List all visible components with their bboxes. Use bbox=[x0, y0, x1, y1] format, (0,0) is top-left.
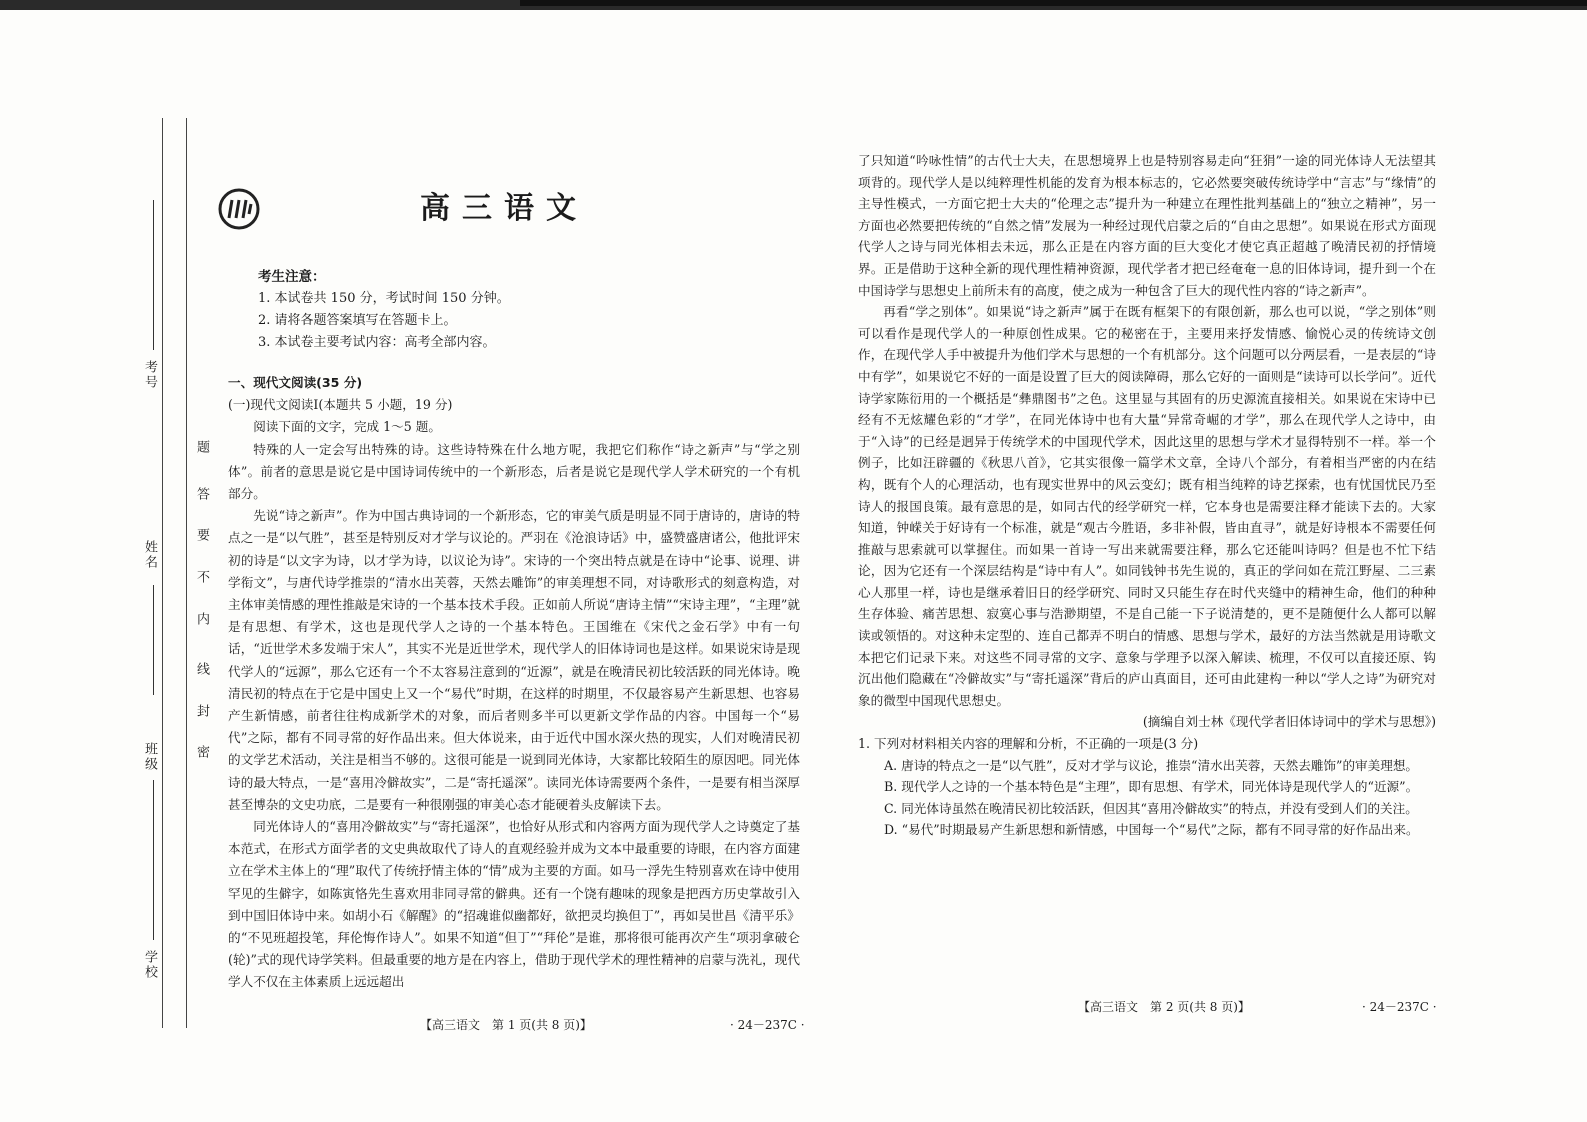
right-page-footer: 【高三语文 第 2 页(共 8 页)】 bbox=[1078, 1000, 1250, 1014]
subsection-heading: (一)现代文阅读Ⅰ(本题共 5 小题，19 分) bbox=[228, 397, 453, 413]
passage-paragraph: 再看“学之别体”。如果说“诗之新声”属于在既有框架下的有限创新，那么也可以说，“学之别体”则可以看作是现代学人的一种原创性成果。它的秘密在于，主要用来抒发情感、愉悦心灵的传统诗文创作，在现代学人手中被提升为他们学术与思想的一个有机部分。这个问题可以分两层看，一是表层的“诗中有学”，如果说它不好的一面是设置了巨大的阅读障碍，那么它好的一面则是“读诗可以长学问”。近代诗学家陈衍用的一个概括是“彝鼎图书”之色。这里显与其固有的历史源流直接相关。如果说在宋诗中已经有不无炫耀色彩的“才学”，在同光体诗中也有大量“异常奇崛的才学”，那么在现代学人之诗中，由于“入诗”的已经是迥异于传统学术的中国现代学术，因此这里的思想与学术才显得特别不一样。举一个例子，比如汪辟疆的《秋思八首》，它其实很像一篇学术文章，全诗八个部分，有着相当严密的内在结构，既有个人的心理活动，也有现实世界中的风云变幻；既有相当纯粹的诗艺探索，也有忧国忧民乃至诗人的报国良策。最有意思的是，如同古代的经学研究一样，它本身也是需要注释才能读下去的。大家知道，钟嵘关于好诗有一个标准，就是“观古今胜语，多非补假，皆由直寻”，就是好诗根本不需要任何推敲与思索就可以掌握住。而如果一首诗一写出来就需要注释，那么它还能叫诗吗？但是也不忙下结论，因为它还有一个深层结构是“诗中有人”。如同钱钟书先生说的，真正的学问如在荒江野屋、二三素心人那里一样，诗也是继承着旧日的经学研究、同时又只能生存在时代夹缝中的精神生命，他们的种种生存体验、痛苦思想、寂寞心事与浩渺期望，不是自己能一下子说清楚的，更不是随便什么人都可以解读或领悟的。对这种未定型的、连自己都弄不明白的情感、思想与学术，最好的方法当然就是用诗歌文本把它们记录下来。对这些不同寻常的文字、意象与学理予以深入解读、梳理，不仅可以直接还原、钩沉出他们隐藏在“冷僻故实”与“寄托遥深”背后的庐山真面目，还可由此建构一种以“学人之诗”为研究对象的微型中国现代思想史。 bbox=[858, 304, 1436, 708]
question-option-d: D. “易代”时期最易产生新思想和新情感，中国每一个“易代”之际，都有不同寻常的好作品出来。 bbox=[884, 822, 1419, 838]
scan-top-edge-dark bbox=[520, 0, 1587, 6]
reading-instruction: 阅读下面的文字，完成 1～5 题。 bbox=[253, 419, 441, 435]
seal-char: 封 bbox=[194, 704, 209, 717]
passage-source: (摘编自刘士林《现代学者旧体诗词中的学术与思想》) bbox=[1142, 714, 1436, 730]
binding-line-outer bbox=[162, 118, 163, 1028]
notice-item: 3. 本试卷主要考试内容：高考全部内容。 bbox=[258, 335, 496, 350]
seal-char: 题 bbox=[194, 440, 209, 453]
seal-char: 内 bbox=[194, 612, 209, 625]
binding-line-inner bbox=[186, 118, 187, 1028]
passage-paragraph: 了只知道“吟咏性情”的古代士大夫，在思想境界上也是特别容易走向“狂狷”一途的同光体诗人无法望其项背的。现代学人是以纯粹理性机能的发育为根本标志的，它必然要突破传统诗学中“言志”与“缘情”的主导性模式，一方面它把士大夫的“伦理之志”提升为一种建立在理性批判基础上的“独立之精神”，另一方面也必然要把传统的“自然之情”发展为一种经过现代启蒙之后的“自由之思想”。如果说在形式方面现代学人之诗与同光体相去未远，那么正是在内容方面的巨大变化才使它真正超越了晚清民初的抒情境界。正是借助于这种全新的现代理性精神资源，现代学者才把已经奄奄一息的旧体诗词，提升到一个在中国诗学与思想史上前所未有的高度，使之成为一种包含了巨大的现代性内容的“诗之新声”。 bbox=[858, 153, 1436, 298]
name-fill-line bbox=[153, 585, 154, 695]
passage-paragraph: 先说“诗之新声”。作为中国古典诗词的一个新形态，它的审美气质是明显不同于唐诗的，唐诗的特点之一是“以气胜”，甚至是特别反对才学与议论的。严羽在《沧浪诗话》中，盛赞盛唐诸公，他批评宋初的诗是“以文字为诗，以才学为诗，以议论为诗”。宋诗的一个突出特点就是在诗中“论事、说理、讲学衔文”，与唐代诗学推崇的“清水出芙蓉，天然去雕饰”的审美理想不同，对诗歌形式的刻意构造，对主体审美情感的理性推敲是宋诗的一个基本技术手段。正如前人所说“唐诗主情”“宋诗主理”，“主理”就是有思想、有学术，这也是现代学人之诗的一个基本特色。王国维在《宋代之金石学》中有一句话，“近世学术多发端于宋人”，其实不光是近世学术，现代学人的旧体诗词也是这样。如果说宋诗是现代学人的“远源”，那么它还有一个不太容易注意到的“近源”，就是在晚清民初比较活跃的同光体诗。晚清民初的特点在于它是中国史上又一个“易代”时期，在这样的时期里，不仅最容易产生新思想、也容易产生新情感，前者往往构成新学术的对象，而后者则多半可以更新文学作品的内容。中国每一个“易代”之际，都有不同寻常的好作品出来。但大体说来，由于近代中国水深火热的现实，人们对晚清民初的文学艺术活动，关注是相当不够的。这很可能是一说到同光体诗，大家都比较陌生的原因吧。同光体诗的最大特点，一是“喜用冷僻故实”，二是“寄托遥深”。读同光体诗需要两个条件，一是要有相当深厚甚至博杂的文史功底，二是要有一种很刚强的审美心态才能硬着头皮解读下去。 bbox=[228, 508, 800, 812]
class-label: 班级 bbox=[142, 742, 157, 772]
question-stem: 1. 下列对材料相关内容的理解和分析，不正确的一项是(3 分) bbox=[858, 736, 1199, 752]
notice-item: 2. 请将各题答案填写在答题卡上。 bbox=[258, 313, 457, 328]
left-page-footer: 【高三语文 第 1 页(共 8 页)】 bbox=[420, 1018, 592, 1032]
exam-logo-icon bbox=[218, 188, 260, 230]
seal-char: 线 bbox=[194, 662, 209, 675]
notice-item: 1. 本试卷共 150 分，考试时间 150 分钟。 bbox=[258, 291, 510, 306]
exam-number-fill-line bbox=[153, 200, 154, 350]
notice-heading: 考生注意： bbox=[258, 269, 326, 285]
question-option-b: B. 现代学人之诗的一个基本特色是“主理”，即有思想、有学术，同光体诗是现代学人的“近源”。 bbox=[884, 779, 1419, 795]
right-column bbox=[858, 150, 1436, 841]
passage-paragraph: 同光体诗人的“喜用冷僻故实”与“寄托遥深”，也恰好从形式和内容两方面为现代学人之诗奠定了基本范式，在形式方面学者的文史典故取代了诗人的直观经验并成为文本中最重要的诗眼，在内容方面建立在学术主体上的“理”取代了传统抒情主体的“情”成为主要的方面。如马一浮先生特别喜欢在诗中使用罕见的生僻字，如陈寅恪先生喜欢用非同寻常的僻典。还有一个饶有趣味的现象是把西方历史掌故引入到中国旧体诗中来。如胡小石《解醒》的“招魂谁似幽都好，欲把灵均换但丁”，再如吴世昌《清平乐》的“不见班超投笔，拜伦悔作诗人”。如果不知道“但丁”“拜伦”是谁，那将很可能再次产生“项羽拿破仑(轮)”式的现代诗学笑料。但最重要的地方是在内容上，借助于现代学术的理性精神的启蒙与洗礼，现代学人不仅在主体素质上远远超出 bbox=[228, 819, 800, 990]
passage-paragraph: 特殊的人一定会写出特殊的诗。这些诗特殊在什么地方呢，我把它们称作“诗之新声”与“学之别体”。前者的意思是说它是中国诗词传统中的一个新形态，后者是说它是现代学人学术研究的一个有机部分。 bbox=[228, 441, 800, 502]
name-label: 姓名 bbox=[142, 540, 157, 570]
seal-char: 密 bbox=[194, 745, 209, 758]
page-title: 高三语文 bbox=[420, 191, 588, 226]
school-fill-line bbox=[153, 780, 154, 940]
left-page-code: · 24－237C · bbox=[730, 1018, 805, 1032]
seal-char: 答 bbox=[194, 487, 209, 500]
seal-char: 不 bbox=[194, 570, 209, 583]
right-page-code: · 24－237C · bbox=[1362, 1000, 1437, 1014]
exam-number-label: 考号 bbox=[142, 360, 157, 390]
question-option-a: A. 唐诗的特点之一是“以气胜”，反对才学与议论，推崇“清水出芙蓉，天然去雕饰”的审美理想。 bbox=[884, 757, 1419, 773]
left-column bbox=[228, 372, 800, 994]
school-label: 学校 bbox=[142, 950, 157, 980]
question-option-c: C. 同光体诗虽然在晚清民初比较活跃，但因其“喜用冷僻故实”的特点，并没有受到人们的关注。 bbox=[884, 800, 1418, 816]
seal-char: 要 bbox=[194, 528, 209, 541]
notice-box bbox=[258, 266, 510, 354]
section-heading: 一、现代文阅读(35 分) bbox=[228, 375, 363, 390]
